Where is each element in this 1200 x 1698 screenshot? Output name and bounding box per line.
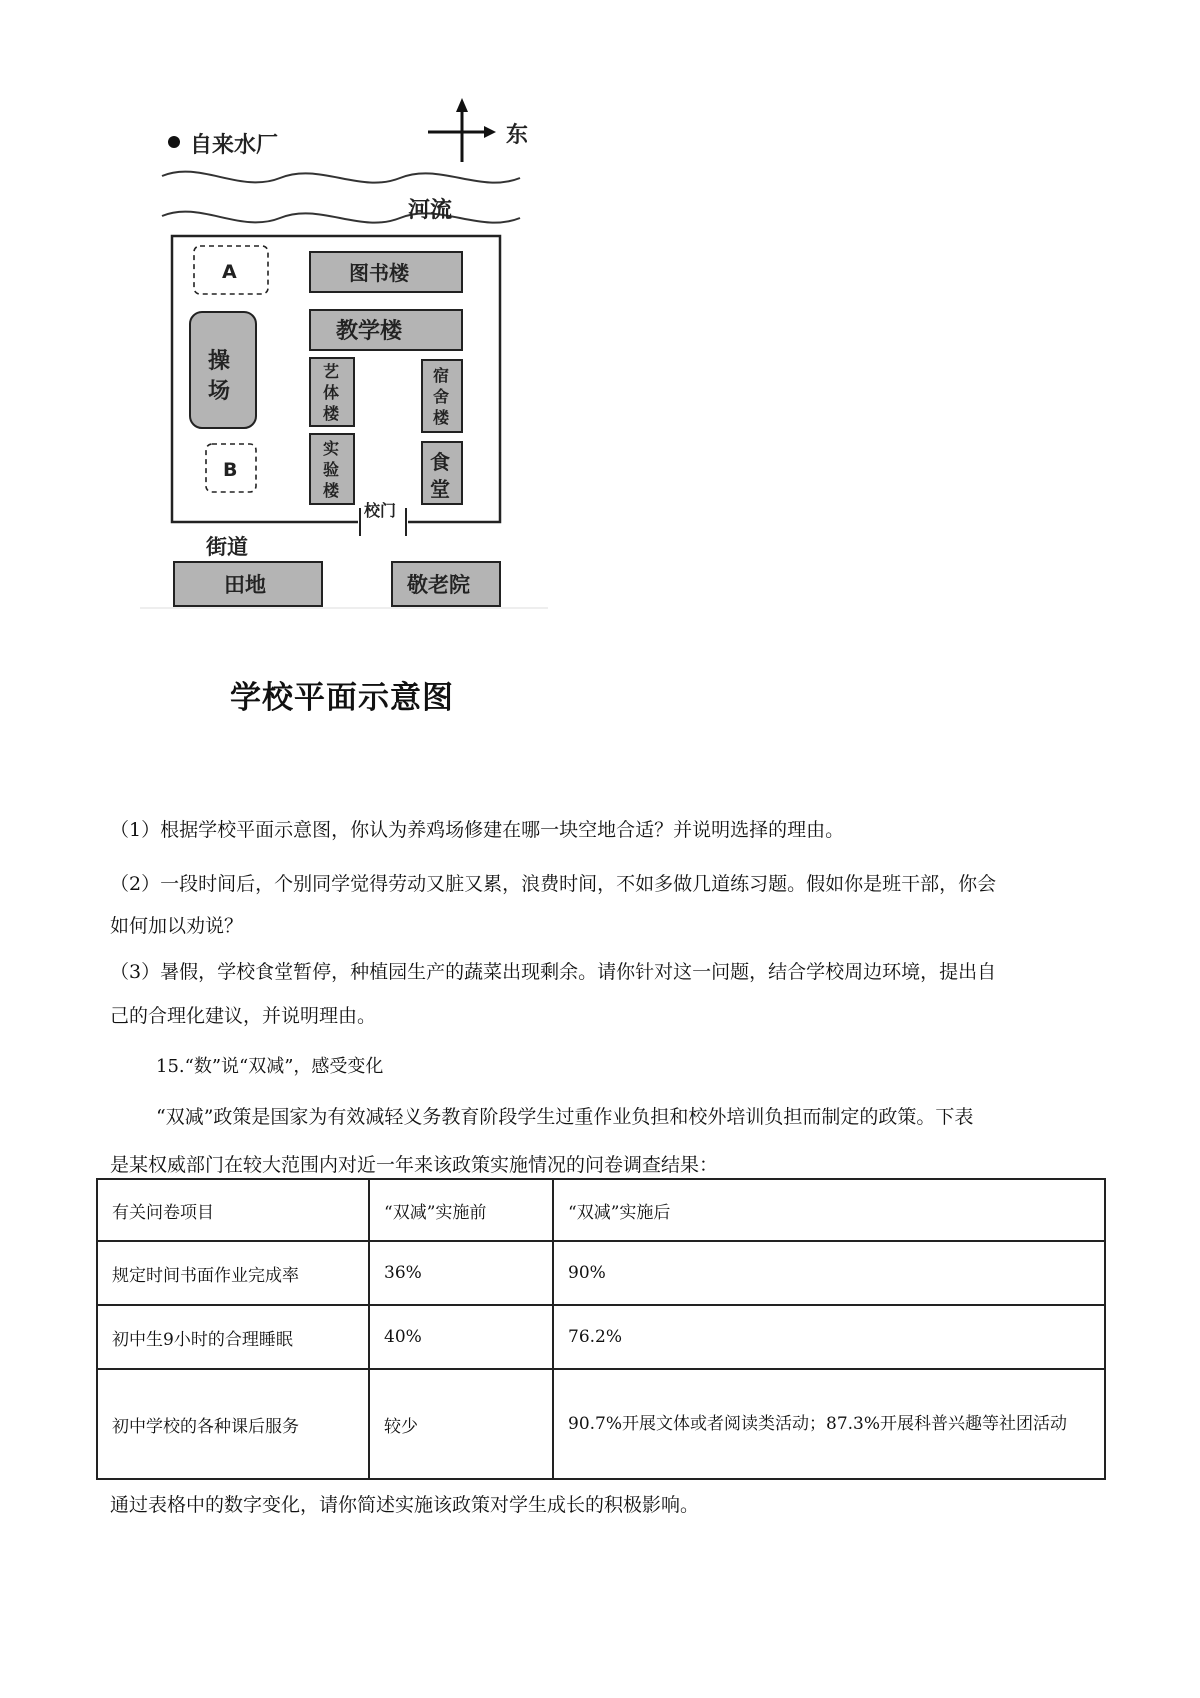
question-2-line-1: （2）一段时间后，个别同学觉得劳动又脏又累，浪费时间，不如多做几道练习题。假如你是班干部，你会: [110, 873, 997, 895]
plot-a-label: A: [222, 261, 237, 283]
section-15-intro-line-1: “双减”政策是国家为有效减轻义务教育阶段学生过重作业负担和校外培训负担而制定的政策。下表: [156, 1106, 974, 1128]
table-header-row: [97, 1179, 1105, 1241]
question-3-line-2: 己的合理化建议，并说明理由。: [110, 1005, 377, 1027]
question-3-line-1: （3）暑假，学校食堂暂停，种植园生产的蔬菜出现剩余。请你针对这一问题，结合学校周边环境，提出自: [110, 961, 997, 983]
lab-label-3: 楼: [323, 481, 340, 500]
table-cell: 90%: [553, 1241, 1105, 1305]
arts-label-2: 体: [323, 383, 340, 402]
table-row: [97, 1369, 1105, 1479]
dorm-label-3: 楼: [433, 408, 450, 427]
teaching-label: 教学楼: [336, 319, 403, 344]
plot-b-label: B: [223, 459, 238, 481]
lab-label-2: 验: [323, 460, 340, 479]
section-15-heading: 15.“数”说“双减”，感受变化: [156, 1056, 384, 1077]
arts-label-3: 楼: [323, 404, 340, 423]
dorm-label-2: 舍: [433, 387, 450, 406]
table-cell: 较少: [369, 1369, 553, 1479]
table-header-cell: “双减”实施前: [369, 1179, 553, 1241]
street-label: 街道: [206, 535, 248, 559]
survey-table: [96, 1178, 1106, 1480]
table-cell: 36%: [369, 1241, 553, 1305]
water-plant-dot: [168, 136, 180, 148]
section-15-intro-line-2: 是某权威部门在较大范围内对近一年来该政策实施情况的问卷调查结果：: [110, 1154, 719, 1176]
playground-label-2: 场: [208, 379, 231, 404]
canteen-label-2: 堂: [430, 477, 450, 501]
footer-question: 通过表格中的数字变化，请你简述实施该政策对学生成长的积极影响。: [110, 1494, 700, 1516]
question-1: （1）根据学校平面示意图，你认为养鸡场修建在哪一块空地合适？并说明选择的理由。: [110, 819, 845, 841]
table-row: [97, 1241, 1105, 1305]
field-label: 田地: [224, 573, 266, 597]
river-icon: [162, 172, 520, 223]
table-cell: 初中学校的各种课后服务: [97, 1369, 369, 1479]
table-header-cell: 有关问卷项目: [97, 1179, 369, 1241]
map-title: 学校平面示意图: [230, 680, 454, 716]
library-label: 图书楼: [349, 261, 409, 285]
gate-label: 校门: [364, 501, 397, 520]
table-header-cell: “双减”实施后: [553, 1179, 1105, 1241]
table-cell: 初中生9小时的合理睡眠: [97, 1305, 369, 1369]
table-cell: 76.2%: [553, 1305, 1105, 1369]
table-cell: 90.7%开展文体或者阅读类活动；87.3%开展科普兴趣等社团活动: [553, 1369, 1105, 1479]
arts-label-1: 艺: [323, 362, 340, 381]
table-cell: 40%: [369, 1305, 553, 1369]
playground-label-1: 操: [208, 349, 231, 374]
lab-label-1: 实: [323, 439, 340, 458]
school-plan-map: [140, 90, 560, 610]
compass-icon: [428, 98, 496, 162]
question-2-line-2: 如何加以劝说？: [110, 915, 244, 937]
dorm-label-1: 宿: [433, 366, 450, 385]
nursing-home-label: 敬老院: [407, 573, 470, 597]
river-label: 河流: [408, 198, 453, 223]
water-plant-label: 自来水厂: [190, 133, 279, 158]
table-row: [97, 1305, 1105, 1369]
east-label: 东: [506, 123, 529, 148]
canteen-label-1: 食: [430, 450, 450, 474]
table-cell: 规定时间书面作业完成率: [97, 1241, 369, 1305]
